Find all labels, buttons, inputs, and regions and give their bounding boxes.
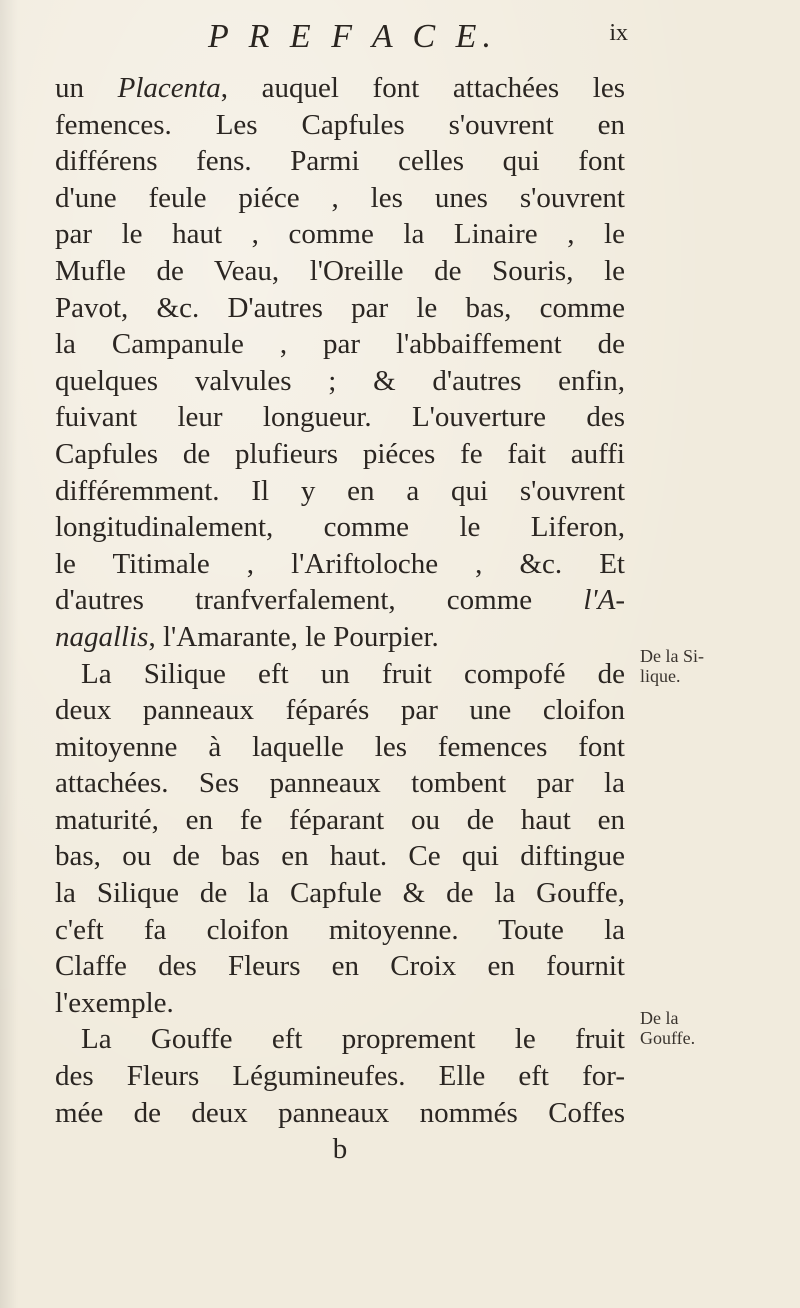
text-line: nagallis, l'Amarante, le Pourpier.	[55, 620, 439, 653]
text-line: différens fens. Parmi celles qui font	[55, 145, 625, 178]
text-line: maturité, en fe féparant ou de haut en	[55, 803, 625, 836]
text-line: le Titimale , l'Ariftoloche , &c. Et	[55, 547, 625, 580]
text-line: c'eft fa cloifon mitoyenne. Toute la	[55, 913, 625, 946]
running-header	[208, 18, 628, 58]
text-line: différemment. Il y en a qui s'ouvrent	[55, 474, 625, 507]
text-line: Pavot, &c. D'autres par le bas, comme	[55, 291, 625, 324]
text-line: La Silique eft un fruit compofé de	[81, 657, 625, 690]
italic-term: nagallis	[55, 620, 149, 653]
text-line: fuivant leur longueur. L'ouverture des	[55, 401, 625, 434]
text-line: mitoyenne à laquelle les femences font	[55, 730, 625, 763]
text-line: quelques valvules ; & d'autres enfin,	[55, 364, 625, 397]
text-line: la Silique de la Capfule & de la Gouffe,	[55, 877, 625, 910]
margin-note-silique	[640, 646, 704, 686]
text-line: d'une feule piéce , les unes s'ouvrent	[55, 181, 625, 214]
margin-note-line: lique.	[640, 666, 681, 686]
margin-note-gousse	[640, 1008, 695, 1048]
text-line: Capfules de plufieurs piéces fe fait auffi	[55, 437, 625, 470]
text-line: mée de deux panneaux nommés Coffes	[55, 1096, 625, 1129]
italic-term: l'A-	[583, 584, 625, 617]
text-line: Claffe des Fleurs en Croix en fournit	[55, 950, 625, 983]
text-line: par le haut , comme la Linaire , le	[55, 218, 625, 251]
text-line: d'autres tranfverfalement, comme l'A-	[55, 584, 625, 617]
body-text	[55, 70, 625, 1168]
text-line: l'exemple.	[55, 986, 174, 1019]
text-line: des Fleurs Légumineufes. Elle eft for-	[55, 1060, 625, 1093]
margin-note-line: De la	[640, 1008, 679, 1028]
text-line: bas, ou de bas en haut. Ce qui diftingue	[55, 840, 625, 873]
margin-note-line: De la Si-	[640, 646, 704, 666]
italic-term: Placenta	[117, 72, 221, 104]
running-title: P R E F A C E.	[208, 18, 497, 55]
text-line: attachées. Ses panneaux tombent par la	[55, 767, 625, 800]
text-line: un Placenta, auquel font attachées les	[55, 72, 625, 104]
text-line: Mufle de Veau, l'Oreille de Souris, le	[55, 254, 625, 287]
page-number: ix	[609, 20, 628, 46]
text-line: deux panneaux féparés par une cloifon	[55, 694, 625, 727]
text-line: femences. Les Capfules s'ouvrent en	[55, 108, 625, 141]
margin-note-line: Gouffe.	[640, 1028, 696, 1048]
text-line: La Gouffe eft proprement le fruit	[81, 1023, 625, 1056]
text-line: longitudinalement, comme le Liferon,	[55, 511, 625, 544]
signature-mark: b	[332, 1133, 348, 1166]
text-line: la Campanule , par l'abbaiffement de	[55, 328, 625, 361]
